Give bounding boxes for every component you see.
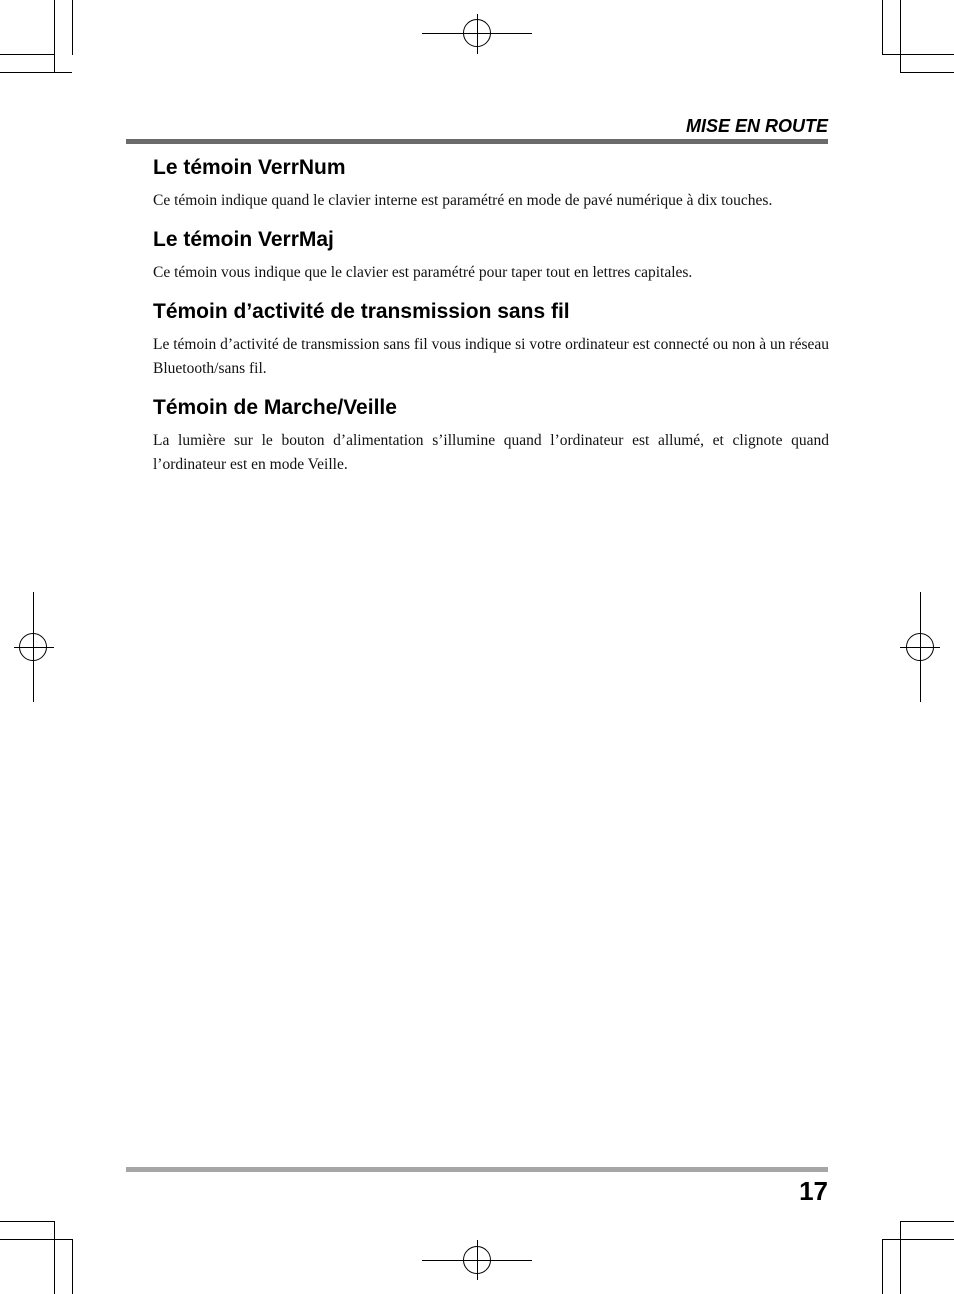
- section-title: Témoin de Marche/Veille: [153, 396, 397, 419]
- section-body: Ce témoin vous indique que le clavier est paramétré pour taper tout en lettres capitales.: [153, 264, 693, 281]
- section-capslock: [153, 225, 829, 285]
- section-body: Ce témoin indique quand le clavier interne est paramétré en mode de pavé numérique à dix touches.: [153, 192, 773, 209]
- page-number: 17: [799, 1176, 828, 1206]
- section-body: Le témoin d’activité de transmission sans fil vous indique si votre ordinateur est connecté ou non à un réseau Bluetooth/sans fil.: [153, 336, 829, 377]
- section-wireless: [153, 297, 829, 381]
- running-header: MISE EN ROUTE: [685, 116, 828, 136]
- section-numlock: [153, 153, 829, 213]
- footer-rule: [126, 1167, 828, 1172]
- page-content: [153, 153, 829, 489]
- section-body: La lumière sur le bouton d’alimentation s’illumine quand l’ordinateur est allumé, et clignote quand l’ordinateur est en mode Veille.: [153, 432, 829, 473]
- section-power-standby: [153, 393, 829, 477]
- header-rule: [126, 139, 828, 144]
- section-title: Témoin d’activité de transmission sans fil: [153, 300, 570, 323]
- section-title: Le témoin VerrNum: [153, 156, 346, 179]
- section-title: Le témoin VerrMaj: [153, 228, 334, 251]
